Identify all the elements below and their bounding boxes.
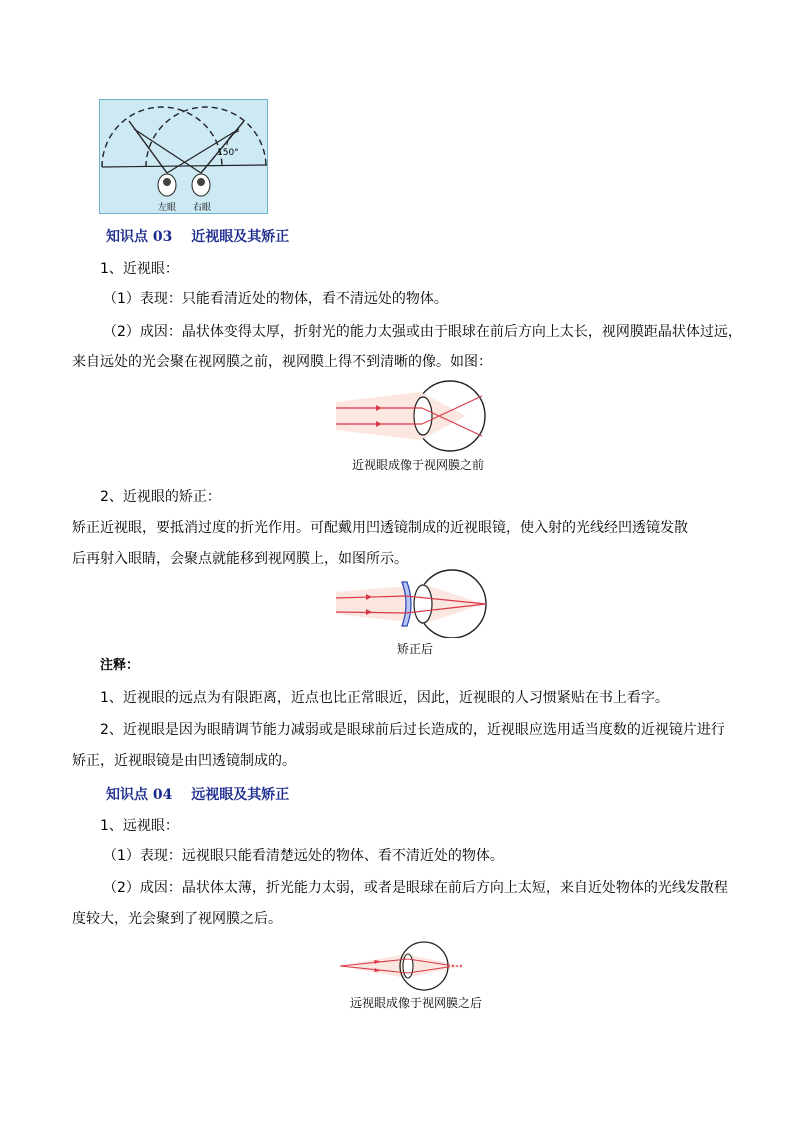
myopia-eye-diagram [336, 378, 492, 454]
section04-p2-line2: 度较大，光会聚到了视网膜之后。 [72, 911, 282, 927]
section03-heading-title: 近视眼及其矫正 [191, 229, 290, 245]
section03-p1: （1）表现：只能看清近处的物体，看不清远处的物体。 [103, 291, 448, 307]
section04-heading-number: 知识点 04 [106, 787, 173, 803]
note-label: 注释： [100, 658, 140, 673]
section04-heading [106, 784, 289, 804]
section04-p2-line1: （2）成因：晶状体太薄，折光能力太弱，或者是眼球在前后方向上太短，来自近处物体的光线发散程 [103, 880, 728, 896]
section03-p2-line1: （2）成因：晶状体变得太厚，折射光的能力太强或由于眼球在前后方向上太长，视网膜距晶状体过远， [103, 324, 742, 340]
note2-line1: 2、近视眼是因为眼睛调节能力减弱或是眼球前后过长造成的，近视眼应选用适当度数的近视镜片进行 [100, 722, 725, 738]
angle-label: 150° [217, 148, 239, 158]
right-eye-label: 右眼 [193, 203, 212, 213]
section03-p3-line2: 后再射入眼睛，会聚点就能移到视网膜上，如图所示。 [72, 551, 408, 567]
figure2-caption: 矫正后 [396, 642, 433, 656]
note2-line2: 矫正，近视眼镜是由凹透镜制成的。 [72, 753, 296, 769]
hyperopia-eye-diagram [340, 940, 468, 992]
section04-item1: 1、远视眼： [100, 818, 179, 834]
section03-heading-number: 知识点 03 [106, 229, 173, 245]
binocular-field-figure [99, 99, 268, 214]
left-eye-label: 左眼 [158, 203, 177, 213]
figure1-caption: 近视眼成像于视网膜之前 [351, 458, 484, 472]
figure3-caption: 远视眼成像于视网膜之后 [349, 996, 482, 1010]
section03-p2-line2: 来自远处的光会聚在视网膜之前，视网膜上得不到清晰的像。如图： [72, 354, 492, 370]
myopia-corrected-diagram [336, 568, 492, 638]
section03-item2: 2、近视眼的矫正： [100, 489, 221, 505]
note1: 1、近视眼的远点为有限距离，近点也比正常眼近，因此，近视眼的人习惯紧贴在书上看字。 [100, 690, 669, 706]
section04-heading-title: 远视眼及其矫正 [191, 787, 290, 803]
section03-heading [106, 226, 289, 246]
section04-p1: （1）表现：远视眼只能看清楚远处的物体、看不清近处的物体。 [103, 848, 504, 864]
section03-item1: 1、近视眼： [100, 261, 179, 277]
section03-p3-line1: 矫正近视眼，要抵消过度的折光作用。可配戴用凹透镜制成的近视眼镜，使入射的光线经凹透镜发散 [72, 520, 688, 536]
